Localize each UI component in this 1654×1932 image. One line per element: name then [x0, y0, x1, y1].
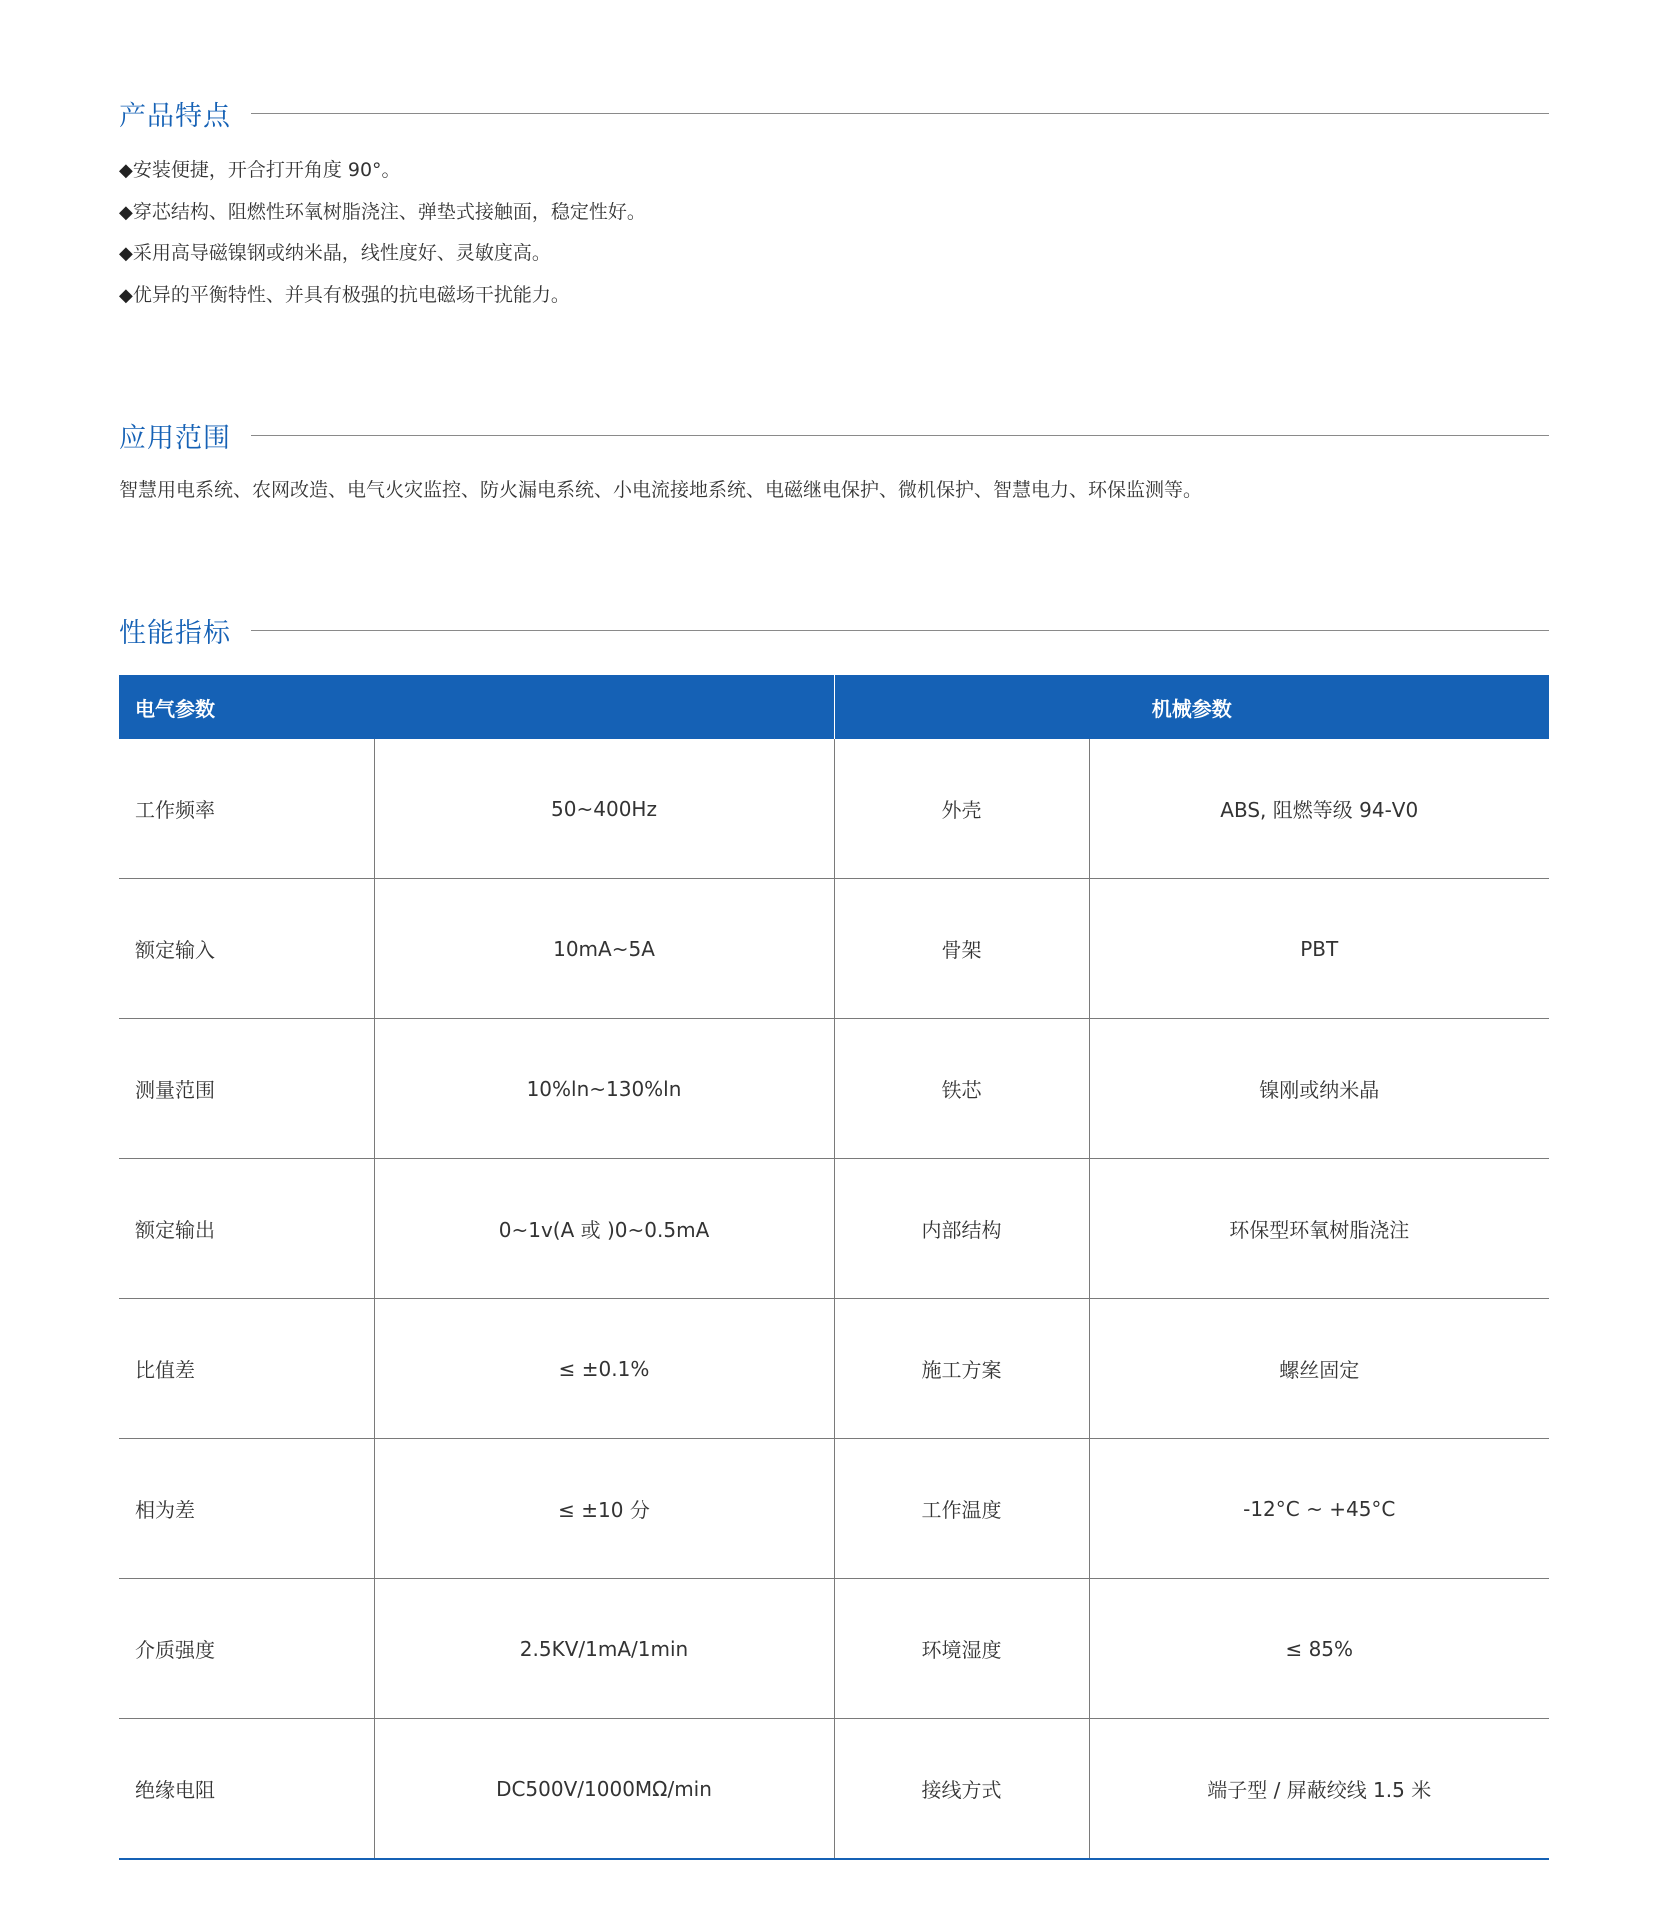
electrical-value: 2.5KV/1mA/1min — [374, 1579, 834, 1719]
electrical-value: 10%ln~130%ln — [374, 1019, 834, 1159]
mechanical-value: 端子型 / 屏蔽绞线 1.5 米 — [1089, 1719, 1549, 1860]
electrical-value: 50~400Hz — [374, 739, 834, 879]
mechanical-label: 工作温度 — [834, 1439, 1089, 1579]
electrical-label: 测量范围 — [119, 1019, 374, 1159]
table-row — [119, 1439, 1549, 1579]
features-section-header — [119, 93, 1549, 133]
table-row — [119, 1719, 1549, 1860]
mechanical-value: 环保型环氧树脂浇注 — [1089, 1159, 1549, 1299]
feature-item: ◆采用高导磁镍钢或纳米晶，线性度好、灵敏度高。 — [119, 242, 551, 264]
electrical-label: 相为差 — [119, 1439, 374, 1579]
table-row — [119, 739, 1549, 879]
mechanical-label: 外壳 — [834, 739, 1089, 879]
performance-section-header — [119, 610, 1549, 650]
mechanical-params-header: 机械参数 — [834, 675, 1549, 739]
performance-title: 性能指标 — [119, 617, 231, 649]
mechanical-label: 铁芯 — [834, 1019, 1089, 1159]
mechanical-label: 接线方式 — [834, 1719, 1089, 1860]
mechanical-value: -12°C ~ +45°C — [1089, 1439, 1549, 1579]
electrical-value: DC500V/1000MΩ/min — [374, 1719, 834, 1860]
mechanical-label: 内部结构 — [834, 1159, 1089, 1299]
electrical-value: 10mA~5A — [374, 879, 834, 1019]
electrical-label: 介质强度 — [119, 1579, 374, 1719]
electrical-label: 额定输出 — [119, 1159, 374, 1299]
table-row — [119, 1159, 1549, 1299]
mechanical-value: ≤ 85% — [1089, 1579, 1549, 1719]
feature-item: ◆安装便捷，开合打开角度 90°。 — [119, 159, 401, 181]
features-title: 产品特点 — [119, 100, 231, 132]
mechanical-value: ABS, 阻燃等级 94-V0 — [1089, 739, 1549, 879]
mechanical-label: 环境湿度 — [834, 1579, 1089, 1719]
mechanical-value: 镍刚或纳米晶 — [1089, 1019, 1549, 1159]
table-row — [119, 1019, 1549, 1159]
electrical-label: 比值差 — [119, 1299, 374, 1439]
electrical-label: 额定输入 — [119, 879, 374, 1019]
table-row — [119, 1579, 1549, 1719]
performance-divider — [251, 630, 1549, 631]
electrical-label: 工作频率 — [119, 739, 374, 879]
mechanical-label: 骨架 — [834, 879, 1089, 1019]
electrical-value: 0~1v(A 或 )0~0.5mA — [374, 1159, 834, 1299]
applications-section-header — [119, 415, 1549, 455]
table-row — [119, 1299, 1549, 1439]
spec-table — [119, 675, 1549, 1860]
applications-text: 智慧用电系统、农网改造、电气火灾监控、防火漏电系统、小电流接地系统、电磁继电保护、微机保护、智慧电力、环保监测等。 — [119, 479, 1203, 501]
mechanical-label: 施工方案 — [834, 1299, 1089, 1439]
electrical-label: 绝缘电阻 — [119, 1719, 374, 1860]
spec-table-header — [119, 675, 1549, 739]
diamond-bullet-icon: ◆ — [119, 243, 133, 264]
mechanical-value: PBT — [1089, 879, 1549, 1019]
mechanical-value: 螺丝固定 — [1089, 1299, 1549, 1439]
diamond-bullet-icon: ◆ — [119, 284, 133, 306]
feature-item: ◆优异的平衡特性、并具有极强的抗电磁场干扰能力。 — [119, 283, 570, 306]
features-list — [119, 150, 646, 316]
electrical-value: ≤ ±10 分 — [374, 1439, 834, 1579]
applications-divider — [251, 435, 1549, 436]
diamond-bullet-icon: ◆ — [119, 201, 133, 223]
electrical-value: ≤ ±0.1% — [374, 1299, 834, 1439]
applications-title: 应用范围 — [119, 422, 231, 454]
feature-item: ◆穿芯结构、阻燃性环氧树脂浇注、弹垫式接触面，稳定性好。 — [119, 200, 646, 223]
features-divider — [251, 113, 1549, 114]
table-row — [119, 879, 1549, 1019]
diamond-bullet-icon: ◆ — [119, 160, 133, 181]
electrical-params-header: 电气参数 — [119, 675, 834, 739]
